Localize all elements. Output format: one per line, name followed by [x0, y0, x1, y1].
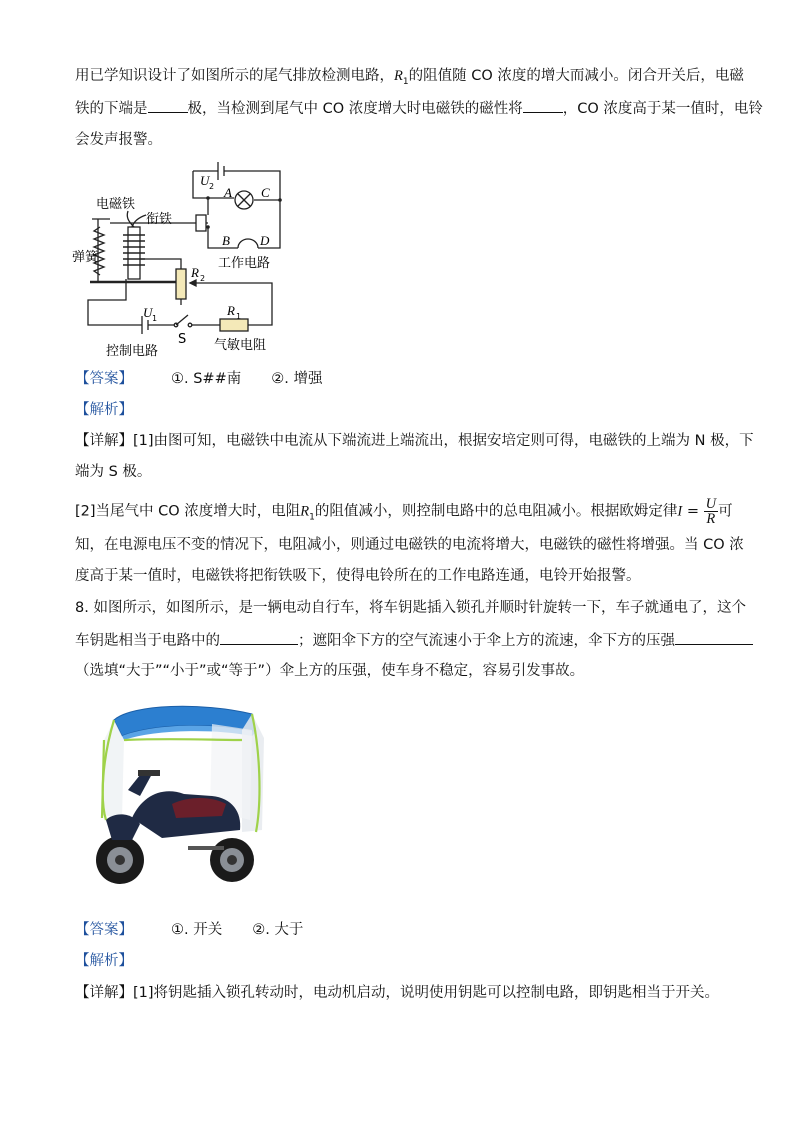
ohm-lhs: I: [677, 503, 683, 520]
detail-line-2: [75, 462, 151, 482]
ohm-eq: =: [682, 503, 704, 520]
detail-tag: 【详解】: [75, 985, 133, 1001]
ohm-fraction: [704, 497, 718, 526]
answer-1: ①. 开关: [171, 922, 223, 938]
q8-text: ；遮阳伞下方的空气流速小于伞上方的流速，伞下方的压强: [298, 633, 675, 649]
detail-text: 度高于某一值时，电磁铁将把衔铁吸下，使得电铃所在的工作电路连通，电铃开始报警。: [75, 568, 641, 584]
u1-label: U: [143, 305, 153, 320]
u1-sub: 1: [152, 314, 158, 323]
q7-line-2: [75, 98, 763, 119]
u2-label: U: [200, 173, 210, 188]
armature-label: 衔铁: [146, 212, 173, 227]
point-a: A: [224, 185, 232, 200]
control-circuit-label: 控制电路: [106, 344, 159, 359]
switch-label: S: [178, 332, 187, 347]
q8-text: 车钥匙相当于电路中的: [75, 633, 220, 649]
detail-text: 端为 S 极。: [75, 464, 152, 480]
answer-tag: 【答案】: [75, 371, 133, 387]
electromagnet-label: 电磁铁: [96, 197, 136, 212]
detail-text: [1]将钥匙插入锁孔转动时，电动机启动，说明使用钥匙可以控制电路，即钥匙相当于开关。: [133, 985, 720, 1001]
gas-resistor-label: 气敏电阻: [214, 338, 267, 353]
r1-variable: R: [300, 503, 310, 520]
q7-text: 极，当检测到尾气中 CO 浓度增大时电磁铁的磁性将: [187, 101, 523, 117]
q7-text: 会发声报警。: [75, 132, 162, 148]
answer-2: ②. 增强: [271, 371, 323, 387]
answer-blank-3[interactable]: [220, 630, 298, 645]
analysis-row-8: [75, 951, 133, 971]
q7-text: 的阻值随 CO 浓度的增大而减小。闭合开关后，电磁: [408, 68, 744, 84]
answer-blank-2[interactable]: [523, 98, 563, 113]
detail-text: [2]当尾气中 CO 浓度增大时，电阻: [75, 503, 301, 520]
detail-line-3: [75, 497, 733, 531]
q8-line-2: [75, 630, 753, 651]
spring-label: 弹簧: [72, 250, 99, 265]
detail-text: [1]由图可知，电磁铁中电流从下端流进上端流出，根据安培定则可得，电磁铁的上端为 N 极，下: [133, 433, 754, 449]
work-circuit-label: 工作电路: [218, 256, 271, 271]
q7-text: 用已学知识设计了如图所示的尾气排放检测电路，: [75, 68, 394, 84]
analysis-row: [75, 400, 133, 420]
electric-bike-image: [92, 700, 267, 900]
q7-line-3: [75, 130, 162, 150]
q8-text: 8. 如图所示，如图所示，是一辆电动自行车，将车钥匙插入锁孔并顺时针旋转一下，车子就通电了，这个: [75, 600, 746, 616]
r1-label: R: [227, 303, 235, 318]
q7-text: ，CO 浓度高于某一值时，电铃: [562, 101, 763, 117]
detail-line-1: [75, 431, 754, 451]
r2-sub: 2: [200, 274, 206, 283]
u2-sub: 2: [209, 182, 215, 191]
detail-text: 可: [718, 503, 733, 520]
r2-label: R: [191, 265, 199, 280]
answer-row-8: [75, 920, 303, 940]
answer-1: ①. S##南: [171, 371, 242, 387]
answer-blank-4[interactable]: [675, 630, 753, 645]
analysis-tag: 【解析】: [75, 402, 133, 418]
r1-sub: 1: [236, 312, 242, 321]
r1-subscript: 1: [309, 512, 315, 523]
ohm-denominator: R: [706, 511, 716, 527]
point-b: B: [222, 233, 230, 248]
q7-text: 铁的下端是: [75, 101, 148, 117]
detail-tag: 【详解】: [75, 433, 133, 449]
r1-subscript: 1: [402, 76, 409, 87]
answer-2: ②. 大于: [252, 922, 304, 938]
detail-line-5: [75, 566, 641, 586]
point-d: D: [260, 233, 270, 248]
q8-line-1: [75, 598, 746, 618]
q7-line-1: [75, 66, 744, 92]
detail-line-4: [75, 535, 744, 555]
analysis-tag: 【解析】: [75, 953, 133, 969]
detail-text: 知，在电源电压不变的情况下，电阻减小，则通过电磁铁的电流将增大，电磁铁的磁性将增强。当 CO 浓: [75, 537, 744, 553]
circuit-diagram: [68, 155, 298, 365]
q8-text: （选填“大于”“小于”或“等于”）伞上方的压强，使车身不稳定，容易引发事故。: [75, 663, 585, 679]
answer-blank-1[interactable]: [148, 98, 188, 113]
answer-row: [75, 369, 322, 389]
q8-line-3: [75, 661, 584, 681]
detail-text: 的阻值减小，则控制电路中的总电阻减小。根据欧姆定律: [314, 503, 678, 520]
point-c: C: [261, 185, 270, 200]
answer-tag: 【答案】: [75, 922, 133, 938]
r1-variable: R: [394, 68, 403, 84]
detail-line-8: [75, 983, 719, 1003]
ohm-numerator: U: [705, 496, 717, 512]
